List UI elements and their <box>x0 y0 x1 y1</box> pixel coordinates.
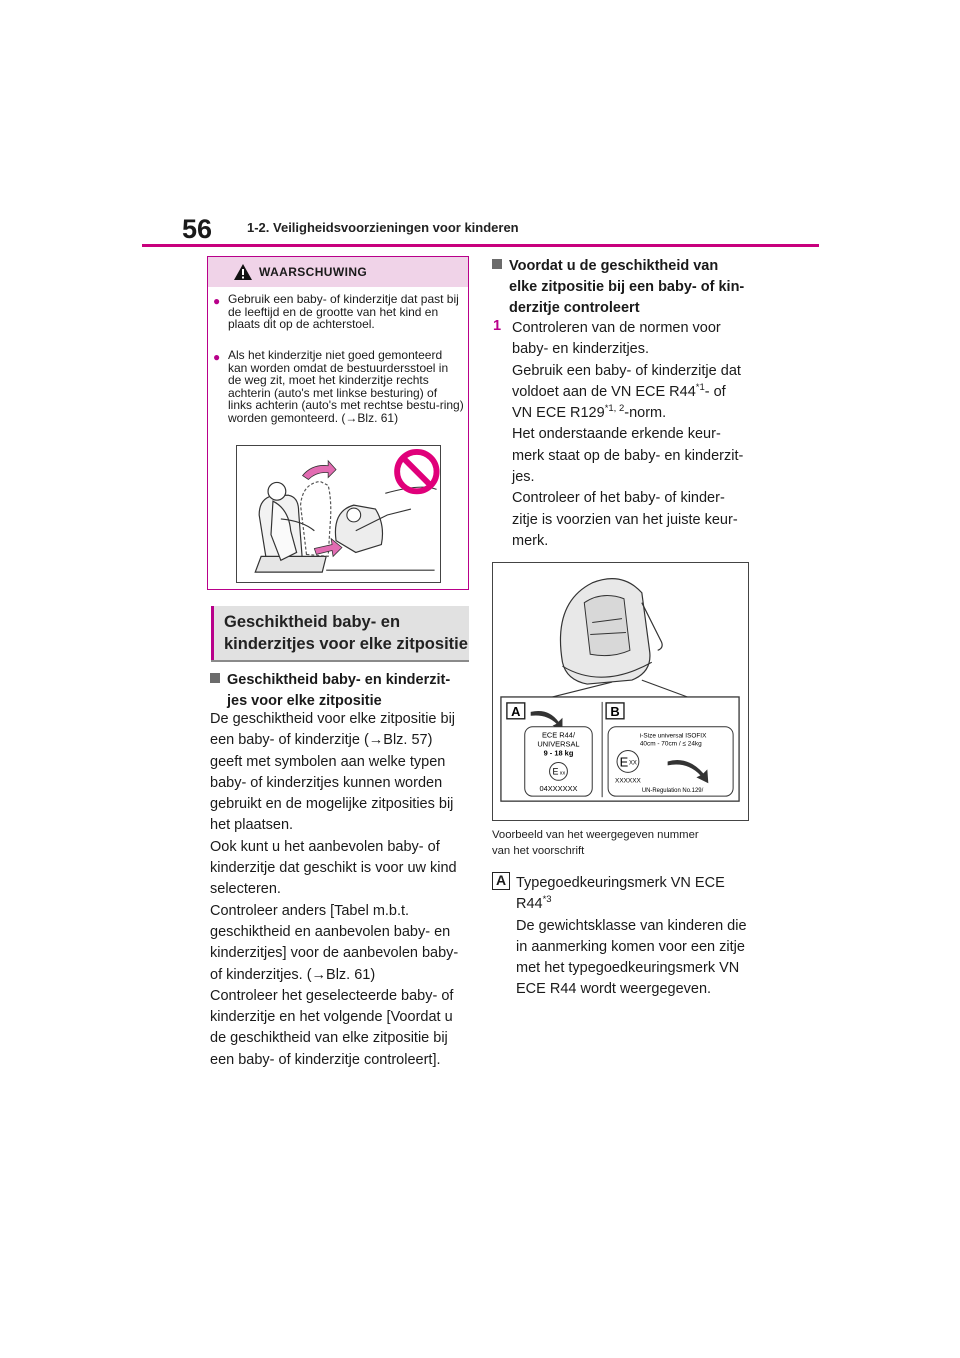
body-line: kinderzitjes] voor de aanbevolen baby- <box>210 945 459 962</box>
serial-text: XXXXXX <box>615 777 641 785</box>
body-line: De gewichtsklasse van kinderen die <box>516 917 747 934</box>
square-bullet-icon <box>492 259 502 269</box>
step-body-text <box>512 318 762 552</box>
svg-text:xx: xx <box>559 770 566 777</box>
body-line: in aanmerking komen voor een zitje <box>516 938 745 955</box>
body-line: R44$^{*3}$ <box>516 894 552 913</box>
body-line: merk staat op de baby- en kinderzit- <box>512 447 744 464</box>
warning-box <box>207 256 469 590</box>
footnote-ref: *3 <box>542 894 552 906</box>
section-title: 1-2. Veiligheidsvoorzieningen voor kinderen <box>247 220 519 235</box>
approval-label-illustration <box>492 562 749 821</box>
body-line: Controleer anders [Tabel m.b.t. <box>210 902 410 919</box>
e-mark-icon: E <box>619 754 629 770</box>
body-line: met het typegoedkeuringsmerk VN <box>516 960 740 977</box>
footnote-ref: *1 <box>695 382 705 394</box>
body-line: De geschiktheid voor elke zitpositie bij <box>210 711 456 727</box>
un-regulation-text: UN-Regulation No.129/ <box>641 788 704 795</box>
ece-r44-text: ECE R44/ <box>541 730 576 740</box>
item-a-label: A <box>492 872 510 890</box>
left-body-text <box>210 709 472 1071</box>
heading-line: kinderzitjes voor elke zitpositie <box>224 635 468 653</box>
body-line: Controleer het geselecteerde baby- of <box>210 987 454 1004</box>
body-line: merk. <box>512 532 549 549</box>
body-line: Gebruik een baby- of kinderzitje dat <box>512 362 741 379</box>
warning-triangle-icon <box>233 263 253 281</box>
approval-number-text: 04XXXXXX <box>539 784 578 794</box>
figure-caption: Voorbeeld van het weergegeven nummer van het voorschrift <box>492 829 699 857</box>
body-line: Controleer of het baby- of kinder- <box>512 490 725 507</box>
heading-rule <box>211 660 469 662</box>
body-line: Controleren van de normen voor <box>512 320 721 336</box>
body-line: zitje is voorzien van het juiste keur- <box>512 511 738 528</box>
body-line: kinderzitje en het volgende [Voordat u <box>210 1009 453 1026</box>
footnote-ref: *1, 2 <box>604 403 625 415</box>
body-line: kinderzitje dat geschikt is voor uw kind <box>210 860 457 877</box>
body-line: het plaatsen. <box>210 817 294 834</box>
body-line: voldoet aan de VN ECE R44$^{*1}$- of <box>512 382 726 400</box>
bullet-icon: ● <box>213 350 221 364</box>
body-line: gebruikt en de mogelijke zitposities bij <box>210 796 454 813</box>
body-line: selecteren. <box>210 881 281 898</box>
isize-text: i-Size universal ISOFIX <box>639 732 707 740</box>
height-range-text: 40cm - 70cm / ≤ 24kg <box>639 740 702 748</box>
weight-class-text: 9 - 18 kg <box>543 748 574 758</box>
body-line: een baby- of kinderzitje controleert]. <box>210 1051 441 1068</box>
body-line: baby- en kinderzitjes. <box>512 341 650 358</box>
figure-label-b: B <box>610 703 620 719</box>
body-line: geschiktheid en aanbevolen baby- en <box>210 923 451 940</box>
universal-text: UNIVERSAL <box>537 739 580 749</box>
body-line: geeft met symbolen aan welke typen <box>210 753 446 770</box>
section-heading <box>211 606 469 660</box>
body-line: Het onderstaande erkende keur- <box>512 426 721 443</box>
child-seat-placement-illustration <box>236 445 441 583</box>
body-line: Typegoedkeuringsmerk VN ECE <box>516 875 725 891</box>
bullet-icon: ● <box>213 294 221 308</box>
e-mark-icon: E <box>552 766 559 777</box>
body-line: de geschiktheid van elke zitpositie bij <box>210 1030 448 1047</box>
heading-line: Geschiktheid baby- en <box>224 613 401 631</box>
body-line: ECE R44 wordt weergegeven. <box>516 981 712 998</box>
body-line: baby- of kinderzitjes kunnen worden <box>210 774 443 791</box>
warning-item: Als het kinderzitje niet goed gemonteerd kan worden omdat de bestuurdersstoel in de weg zit, moet het kinderzitje rechts achterin (auto's met linkse besturing) of links achterin (auto's met rechtse bestu-ring) worden gemonteerd. (→Blz. 61) <box>228 348 464 425</box>
svg-text:XX: XX <box>628 760 637 767</box>
body-line: een baby- of kinderzitje (→Blz. 57) <box>210 732 433 749</box>
left-subheading: Geschiktheid baby- en kinderzit- jes voor elke zitpositie <box>210 670 470 712</box>
body-line: Ook kunt u het aanbevolen baby- of <box>210 838 440 855</box>
body-line: VN ECE R129$^{*1, 2}$-norm. <box>512 403 667 422</box>
header-rule <box>142 244 819 247</box>
square-bullet-icon <box>210 673 220 683</box>
body-line: jes. <box>512 469 535 486</box>
figure-label-a: A <box>511 703 521 719</box>
body-line: of kinderzitjes. (→Blz. 61) <box>210 966 376 983</box>
warning-item: Gebruik een baby- of kinderzitje dat past bij de leeftijd en de grootte van het kind en plaats dit op de achterstoel. <box>228 292 459 331</box>
step-number: 1 <box>493 318 502 334</box>
page-number: 56 <box>182 214 213 244</box>
warning-title: WAARSCHUWING <box>259 265 368 279</box>
item-a-text <box>516 873 756 1001</box>
right-subheading: Voordat u de geschiktheid van elke zitpositie bij een baby- of kin- derzitje controleert <box>492 256 758 319</box>
warning-header <box>208 257 468 287</box>
